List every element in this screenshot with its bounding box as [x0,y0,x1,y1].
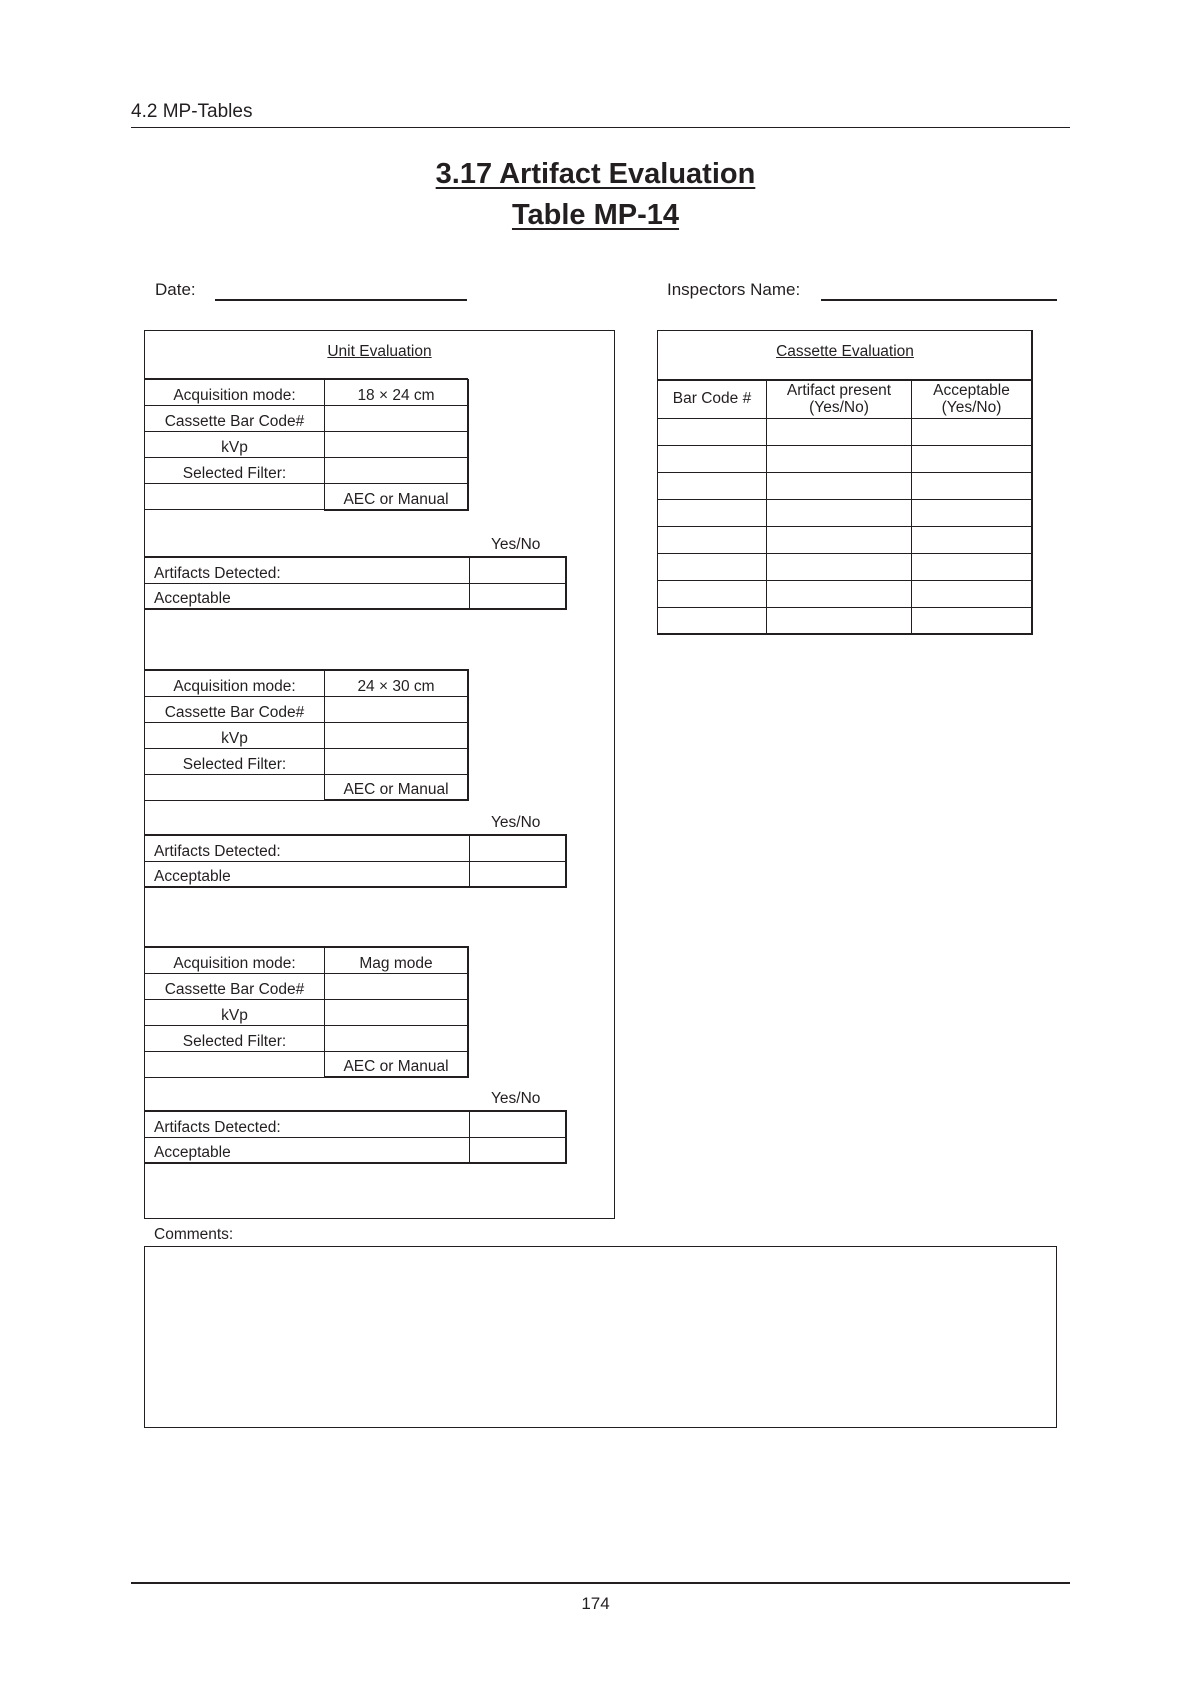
cassette-evaluation-heading: Cassette Evaluation [776,343,914,360]
aec-blank-cell[interactable] [145,1051,325,1077]
bar-code-cell[interactable] [658,526,767,553]
acceptable-cell[interactable] [470,583,567,609]
aec-blank-cell[interactable] [145,484,325,510]
artifacts-detected-cell[interactable] [470,835,567,861]
cassette-bar-code-cell[interactable] [325,406,469,432]
acceptable-cell[interactable] [912,526,1033,553]
selected-filter-label: Selected Filter: [145,1025,325,1051]
kvp-cell[interactable] [325,432,469,458]
selected-filter-cell[interactable] [325,748,469,774]
aec-or-manual-label: AEC or Manual [325,484,469,510]
title-line-2: Table MP-14 [511,199,680,231]
aec-or-manual-label: AEC or Manual [325,1051,469,1077]
acquisition-mode-label: Acquisition mode: [145,670,325,696]
cassette-bar-code-label: Cassette Bar Code# [145,696,325,722]
acceptable-cell[interactable] [912,418,1033,445]
acquisition-mode-label: Acquisition mode: [145,947,325,973]
bar-code-cell[interactable] [658,499,767,526]
unit-block-2 [144,669,469,801]
artifacts-detected-cell[interactable] [470,557,567,583]
page-number: 174 [581,1594,610,1613]
acquisition-mode-value: 18 × 24 cm [325,380,469,406]
unit-evaluation-heading: Unit Evaluation [327,343,432,360]
artifacts-detected-label: Artifacts Detected: [145,1111,470,1137]
cassette-evaluation-table [657,379,1033,635]
artifact-present-cell[interactable] [767,445,912,472]
artifact-present-cell[interactable] [767,499,912,526]
artifacts-detected-label: Artifacts Detected: [145,557,470,583]
acquisition-mode-value: Mag mode [325,947,469,973]
header-rule [131,127,1070,128]
inspector-label: Inspectors Name: [667,280,801,299]
acceptable-header: Acceptable (Yes/No) [912,380,1033,418]
selected-filter-label: Selected Filter: [145,458,325,484]
acquisition-mode-label: Acquisition mode: [145,380,325,406]
bar-code-cell[interactable] [658,553,767,580]
inspector-name-field[interactable] [821,299,1057,301]
kvp-cell[interactable] [325,999,469,1025]
yes-no-label: Yes/No [491,536,541,553]
yes-no-label: Yes/No [491,1090,541,1107]
artifact-present-cell[interactable] [767,418,912,445]
unit-check-2 [144,834,567,888]
comments-label: Comments: [154,1226,234,1243]
bar-code-cell[interactable] [658,445,767,472]
kvp-cell[interactable] [325,722,469,748]
title-line-1: 3.17 Artifact Evaluation [435,158,756,190]
footer-rule [131,1582,1070,1584]
unit-check-3 [144,1110,567,1164]
artifact-present-cell[interactable] [767,472,912,499]
kvp-label: kVp [145,999,325,1025]
artifact-present-cell[interactable] [767,580,912,607]
selected-filter-cell[interactable] [325,1025,469,1051]
bar-code-cell[interactable] [658,607,767,634]
unit-block-1 [144,379,469,511]
artifacts-detected-label: Artifacts Detected: [145,835,470,861]
kvp-label: kVp [145,722,325,748]
acceptable-cell[interactable] [912,472,1033,499]
selected-filter-cell[interactable] [325,458,469,484]
cassette-bar-code-label: Cassette Bar Code# [145,973,325,999]
bar-code-cell[interactable] [658,580,767,607]
date-label: Date: [155,280,196,299]
acceptable-cell[interactable] [470,861,567,887]
kvp-label: kVp [145,432,325,458]
cassette-bar-code-cell[interactable] [325,973,469,999]
selected-filter-label: Selected Filter: [145,748,325,774]
comments-box[interactable] [144,1246,1057,1428]
aec-blank-cell[interactable] [145,774,325,800]
artifact-present-cell[interactable] [767,526,912,553]
acceptable-cell[interactable] [912,553,1033,580]
date-field[interactable] [215,299,467,301]
artifact-present-cell[interactable] [767,607,912,634]
yes-no-label: Yes/No [491,814,541,831]
unit-block-3 [144,946,469,1078]
bar-code-cell[interactable] [658,418,767,445]
acceptable-cell[interactable] [912,607,1033,634]
artifact-present-cell[interactable] [767,553,912,580]
acceptable-cell[interactable] [912,580,1033,607]
table-title [0,199,1191,232]
cassette-bar-code-cell[interactable] [325,696,469,722]
cassette-bar-code-label: Cassette Bar Code# [145,406,325,432]
acquisition-mode-value: 24 × 30 cm [325,670,469,696]
artifacts-detected-cell[interactable] [470,1111,567,1137]
unit-check-1 [144,556,567,610]
acceptable-cell[interactable] [912,445,1033,472]
page-title [0,158,1191,191]
bar-code-header: Bar Code # [658,380,767,418]
section-header: 4.2 MP-Tables [131,101,253,122]
bar-code-cell[interactable] [658,472,767,499]
acceptable-label: Acceptable [145,583,470,609]
acceptable-cell[interactable] [912,499,1033,526]
aec-or-manual-label: AEC or Manual [325,774,469,800]
acceptable-cell[interactable] [470,1137,567,1163]
artifact-present-header: Artifact present (Yes/No) [767,380,912,418]
acceptable-label: Acceptable [145,1137,470,1163]
acceptable-label: Acceptable [145,861,470,887]
